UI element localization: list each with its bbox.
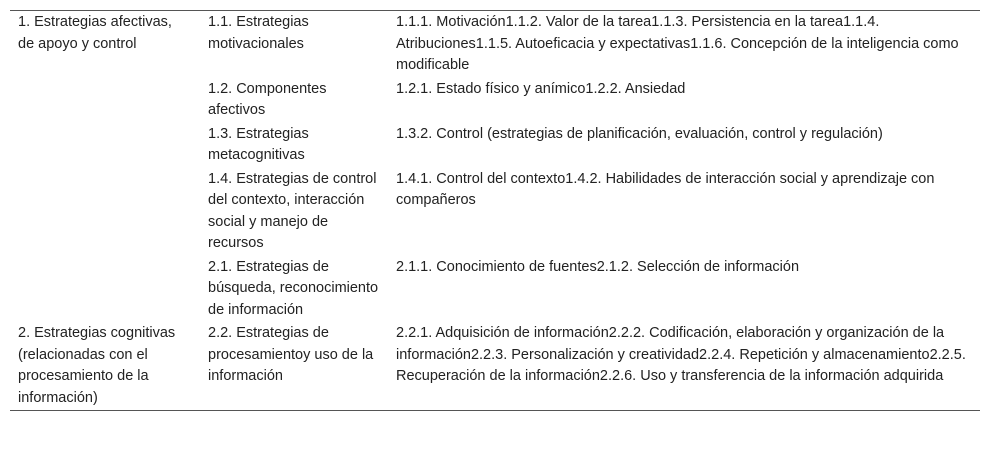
items-cell: 1.3.2. Control (estrategias de planificación, evaluación, control y regulación) [396,125,883,142]
category-cell [10,168,200,256]
category-cell: 2. Estrategias cognitivas (relacionadas con el procesamiento de la información) [18,325,176,406]
subcategory-cell: 1.1. Estrategias motivacionales [208,14,309,52]
table-row [10,78,980,123]
items-cell: 2.2.1. Adquisición de información2.2.2. Codificación, elaboración y organización de la información2.2.3. Personalización y creatividad2.2.4. Repetición y almacenamiento2.2.5. Recuperación de la información2.2.6. Uso y transferencia de la información adquirida [396,325,966,384]
items-cell: 1.2.1. Estado físico y anímico1.2.2. Ansiedad [396,80,686,97]
items-cell: 1.4.1. Control del contexto1.4.2. Habilidades de interacción social y aprendizaje con compañeros [396,170,935,208]
table-row [10,168,980,256]
table-row [10,123,980,168]
category-cell: 1. Estrategias afectivas, de apoyo y control [18,14,172,52]
items-cell: 2.1.1. Conocimiento de fuentes2.1.2. Selección de información [396,258,800,275]
subcategory-cell: 1.2. Componentes afectivos [208,80,327,118]
subcategory-cell: 1.3. Estrategias metacognitivas [208,125,309,163]
table-row [10,256,980,323]
subcategory-cell: 2.2. Estrategias de procesamientoy uso de la información [208,325,374,384]
subcategory-cell: 2.1. Estrategias de búsqueda, reconocimiento de información [208,258,379,318]
category-cell [10,78,200,123]
strategies-table [10,10,980,411]
category-cell [10,123,200,168]
category-cell [10,256,200,323]
items-cell: 1.1.1. Motivación1.1.2. Valor de la tarea1.1.3. Persistencia en la tarea1.1.4. Atribuciones1.1.5. Autoeficacia y expectativas1.1.6. Concepción de la inteligencia como modificable [396,14,959,73]
table-row [10,11,980,78]
subcategory-cell: 1.4. Estrategias de control del contexto, interacción social y manejo de recursos [208,170,377,251]
table-row [10,322,980,411]
